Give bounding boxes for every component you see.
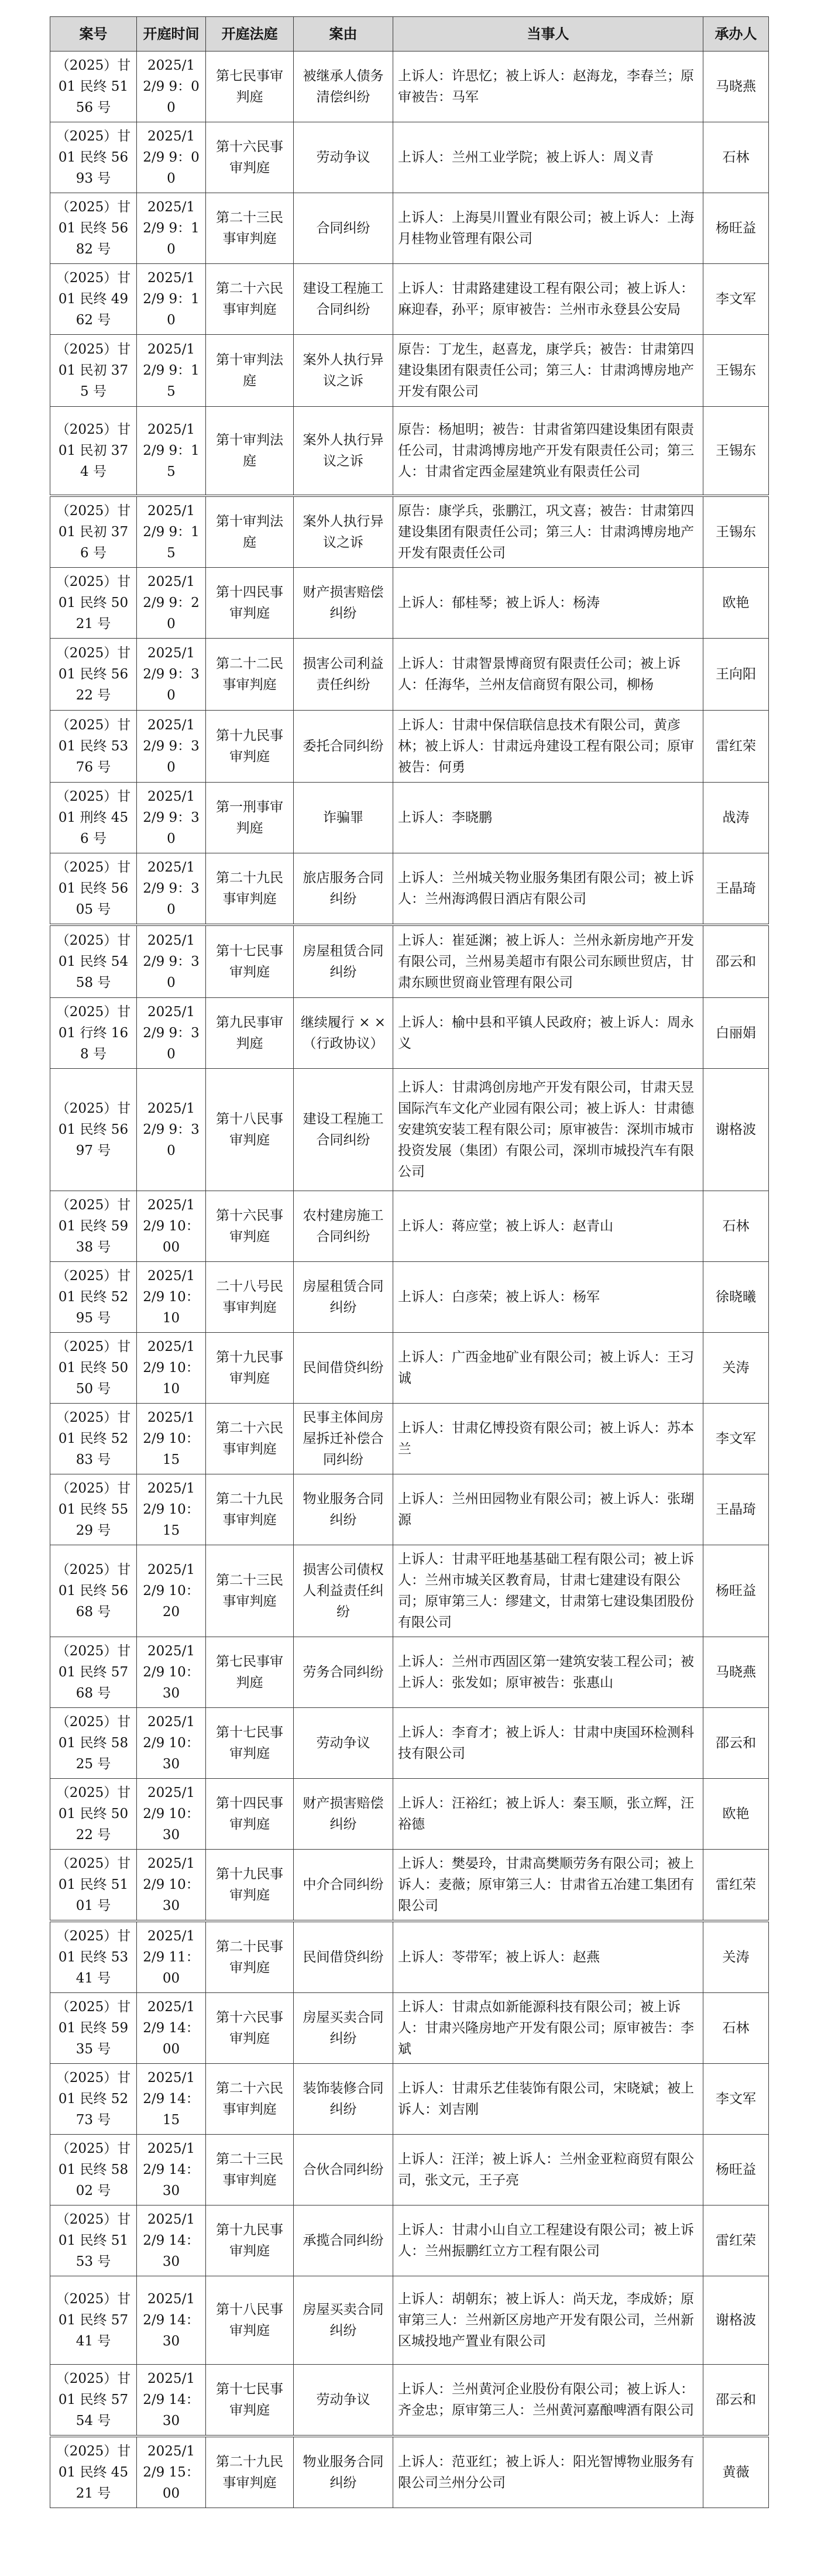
parties: 上诉人：崔延渊；被上诉人：兰州永新房地产开发有限公司，兰州易美超市有限公司东顾世贸店，甘肃东顾世贸商业管理有限公司 xyxy=(393,925,703,998)
judge-name: 杨旺益 xyxy=(703,193,769,264)
case-cause: 承揽合同纠纷 xyxy=(294,2205,393,2276)
case-cause: 被继承人债务清偿纠纷 xyxy=(294,52,393,122)
court-room: 第十七民事审判庭 xyxy=(206,2365,294,2437)
judge-name: 邵云和 xyxy=(703,2365,769,2437)
case-number: （2025）甘 01 民终 4521 号 xyxy=(50,2436,137,2508)
case-number: （2025）甘 01 民终 5697 号 xyxy=(50,1069,137,1191)
case-cause: 劳务合同纠纷 xyxy=(294,1637,393,1708)
case-number: （2025）甘 01 民终 5529 号 xyxy=(50,1474,137,1545)
case-cause: 损害公司利益责任纠纷 xyxy=(294,639,393,711)
judge-name: 石林 xyxy=(703,122,769,193)
hearing-schedule xyxy=(50,16,768,2508)
case-number: （2025）甘 01 民初 376 号 xyxy=(50,496,137,568)
parties: 上诉人：甘肃小山自立工程建设有限公司；被上诉人：兰州振鹏红立方工程有限公司 xyxy=(393,2205,703,2276)
judge-name: 李文军 xyxy=(703,1404,769,1474)
header-parties: 当事人 xyxy=(393,17,703,52)
court-room: 二十八号民事审判庭 xyxy=(206,1262,294,1333)
court-room: 第二十六民事审判庭 xyxy=(206,2064,294,2135)
hearing-time: 2025/12/9 9：30 xyxy=(137,639,206,711)
table-row xyxy=(50,568,769,639)
hearing-time: 2025/12/9 14：30 xyxy=(137,2135,206,2205)
hearing-time: 2025/12/9 9：30 xyxy=(137,925,206,998)
judge-name: 李文军 xyxy=(703,264,769,335)
case-number: （2025）甘 01 民终 5605 号 xyxy=(50,853,137,925)
case-cause: 旅店服务合同纠纷 xyxy=(294,853,393,925)
parties: 上诉人：兰州黄河企业股份有限公司；被上诉人：齐金忠；原审第三人：兰州黄河嘉酿啤酒有限公司 xyxy=(393,2365,703,2437)
hearing-time: 2025/12/9 14：00 xyxy=(137,1993,206,2064)
court-room: 第二十六民事审判庭 xyxy=(206,264,294,335)
hearing-time: 2025/12/9 15：00 xyxy=(137,2436,206,2508)
judge-name: 欧艳 xyxy=(703,1779,769,1850)
court-room: 第二十民事审判庭 xyxy=(206,1921,294,1993)
case-cause: 房屋租赁合同纠纷 xyxy=(294,925,393,998)
parties: 上诉人：甘肃智景博商贸有限责任公司；被上诉人：任海华，兰州友信商贸有限公司，柳杨 xyxy=(393,639,703,711)
table-row xyxy=(50,335,769,407)
judge-name: 杨旺益 xyxy=(703,2135,769,2205)
case-number: （2025）甘 01 民终 4962 号 xyxy=(50,264,137,335)
table-row xyxy=(50,407,769,496)
case-cause: 财产损害赔偿纠纷 xyxy=(294,1779,393,1850)
court-room: 第十四民事审判庭 xyxy=(206,568,294,639)
court-room: 第十审判法庭 xyxy=(206,496,294,568)
hearing-time: 2025/12/9 9：00 xyxy=(137,122,206,193)
case-cause: 装饰装修合同纠纷 xyxy=(294,2064,393,2135)
case-cause: 案外人执行异议之诉 xyxy=(294,407,393,496)
court-room: 第七民事审判庭 xyxy=(206,52,294,122)
parties: 上诉人：胡朝东；被上诉人：尚天龙，李成娇；原审第三人：兰州新区房地产开发有限公司，兰州新区城投地产置业有限公司 xyxy=(393,2276,703,2365)
case-number: （2025）甘 01 刑终 456 号 xyxy=(50,783,137,853)
case-number: （2025）甘 01 民终 5682 号 xyxy=(50,193,137,264)
court-room: 第十八民事审判庭 xyxy=(206,2276,294,2365)
case-number: （2025）甘 01 民终 5021 号 xyxy=(50,568,137,639)
parties: 上诉人：许思忆；被上诉人：赵海龙，李春兰；原审被告：马军 xyxy=(393,52,703,122)
table-row xyxy=(50,193,769,264)
table-row xyxy=(50,853,769,925)
table-row xyxy=(50,2365,769,2437)
case-cause: 劳动争议 xyxy=(294,2365,393,2437)
court-room: 第二十九民事审判庭 xyxy=(206,2436,294,2508)
judge-name: 雷红荣 xyxy=(703,711,769,783)
parties: 上诉人：榆中县和平镇人民政府；被上诉人：周永义 xyxy=(393,998,703,1069)
hearing-time: 2025/12/9 9：30 xyxy=(137,711,206,783)
hearing-time: 2025/12/9 10：00 xyxy=(137,1191,206,1262)
parties: 上诉人：郁桂琴；被上诉人：杨涛 xyxy=(393,568,703,639)
table-row xyxy=(50,1262,769,1333)
court-room: 第一刑事审判庭 xyxy=(206,783,294,853)
case-cause: 民事主体间房屋拆迁补偿合同纠纷 xyxy=(294,1404,393,1474)
parties: 上诉人：兰州市西固区第一建筑安装工程公司；被上诉人：张发如；原审被告：张惠山 xyxy=(393,1637,703,1708)
judge-name: 马晓燕 xyxy=(703,1637,769,1708)
hearing-time: 2025/12/9 10：10 xyxy=(137,1333,206,1404)
hearing-table xyxy=(50,16,769,2508)
table-row xyxy=(50,1333,769,1404)
case-cause: 劳动争议 xyxy=(294,122,393,193)
table-row xyxy=(50,1850,769,1922)
parties: 上诉人：甘肃平旺地基基础工程有限公司；被上诉人：兰州市城关区教育局，甘肃七建建设有限公司；原审第三人：缪建文，甘肃第七建设集团股份有限公司 xyxy=(393,1545,703,1637)
table-row xyxy=(50,1404,769,1474)
court-room: 第十九民事审判庭 xyxy=(206,2205,294,2276)
case-number: （2025）甘 01 民初 375 号 xyxy=(50,335,137,407)
case-cause: 农村建房施工合同纠纷 xyxy=(294,1191,393,1262)
case-number: （2025）甘 01 民终 5376 号 xyxy=(50,711,137,783)
case-number: （2025）甘 01 民终 5153 号 xyxy=(50,2205,137,2276)
judge-name: 王锡东 xyxy=(703,496,769,568)
table-row xyxy=(50,1191,769,1262)
hearing-time: 2025/12/9 9：10 xyxy=(137,264,206,335)
case-number: （2025）甘 01 民终 5273 号 xyxy=(50,2064,137,2135)
case-cause: 案外人执行异议之诉 xyxy=(294,335,393,407)
table-row xyxy=(50,1474,769,1545)
case-number: （2025）甘 01 民终 5802 号 xyxy=(50,2135,137,2205)
case-cause: 房屋买卖合同纠纷 xyxy=(294,1993,393,2064)
table-row xyxy=(50,496,769,568)
case-number: （2025）甘 01 民终 5768 号 xyxy=(50,1637,137,1708)
parties: 上诉人：甘肃中保信联信息技术有限公司，黄彦林；被上诉人：甘肃远舟建设工程有限公司；原审被告：何勇 xyxy=(393,711,703,783)
case-number: （2025）甘 01 民终 5101 号 xyxy=(50,1850,137,1922)
court-room: 第二十九民事审判庭 xyxy=(206,1474,294,1545)
table-row xyxy=(50,711,769,783)
court-room: 第二十六民事审判庭 xyxy=(206,1404,294,1474)
parties: 原告：杨旭明；被告：甘肃省第四建设集团有限责任公司，甘肃鸿博房地产开发有限责任公司；第三人：甘肃省定西金屋建筑业有限责任公司 xyxy=(393,407,703,496)
case-number: （2025）甘 01 民终 5668 号 xyxy=(50,1545,137,1637)
header-cause: 案由 xyxy=(294,17,393,52)
judge-name: 欧艳 xyxy=(703,568,769,639)
parties: 上诉人：兰州工业学院；被上诉人：周义青 xyxy=(393,122,703,193)
case-number: （2025）甘 01 民终 5295 号 xyxy=(50,1262,137,1333)
table-row xyxy=(50,1993,769,2064)
judge-name: 关涛 xyxy=(703,1333,769,1404)
case-number: （2025）甘 01 民终 5935 号 xyxy=(50,1993,137,2064)
court-room: 第七民事审判庭 xyxy=(206,1637,294,1708)
case-number: （2025）甘 01 行终 168 号 xyxy=(50,998,137,1069)
court-room: 第十六民事审判庭 xyxy=(206,1191,294,1262)
judge-name: 战涛 xyxy=(703,783,769,853)
case-cause: 建设工程施工合同纠纷 xyxy=(294,1069,393,1191)
case-cause: 诈骗罪 xyxy=(294,783,393,853)
table-row xyxy=(50,264,769,335)
judge-name: 白丽娟 xyxy=(703,998,769,1069)
court-room: 第九民事审判庭 xyxy=(206,998,294,1069)
court-room: 第十审判法庭 xyxy=(206,335,294,407)
case-cause: 房屋租赁合同纠纷 xyxy=(294,1262,393,1333)
hearing-time: 2025/12/9 10：15 xyxy=(137,1404,206,1474)
court-room: 第十七民事审判庭 xyxy=(206,1708,294,1779)
hearing-time: 2025/12/9 9：30 xyxy=(137,998,206,1069)
case-number: （2025）甘 01 民终 5622 号 xyxy=(50,639,137,711)
hearing-time: 2025/12/9 11：00 xyxy=(137,1921,206,1993)
case-number: （2025）甘 01 民终 5754 号 xyxy=(50,2365,137,2437)
judge-name: 邵云和 xyxy=(703,925,769,998)
court-room: 第十七民事审判庭 xyxy=(206,925,294,998)
case-cause: 案外人执行异议之诉 xyxy=(294,496,393,568)
parties: 原告：康学兵，张鹏江，巩文喜；被告：甘肃第四建设集团有限责任公司；第三人：甘肃鸿博房地产开发有限责任公司 xyxy=(393,496,703,568)
hearing-time: 2025/12/9 14：30 xyxy=(137,2276,206,2365)
header-court: 开庭法庭 xyxy=(206,17,294,52)
judge-name: 王锡东 xyxy=(703,407,769,496)
case-number: （2025）甘 01 民终 5741 号 xyxy=(50,2276,137,2365)
table-row xyxy=(50,1545,769,1637)
case-cause: 委托合同纠纷 xyxy=(294,711,393,783)
case-cause: 物业服务合同纠纷 xyxy=(294,1474,393,1545)
case-cause: 民间借贷纠纷 xyxy=(294,1921,393,1993)
judge-name: 谢格波 xyxy=(703,2276,769,2365)
parties: 上诉人：李晓鹏 xyxy=(393,783,703,853)
hearing-time: 2025/12/9 9：15 xyxy=(137,496,206,568)
court-room: 第十九民事审判庭 xyxy=(206,711,294,783)
header-case-no: 案号 xyxy=(50,17,137,52)
parties: 上诉人：兰州田园物业有限公司；被上诉人：张瑚源 xyxy=(393,1474,703,1545)
judge-name: 王向阳 xyxy=(703,639,769,711)
case-cause: 劳动争议 xyxy=(294,1708,393,1779)
hearing-time: 2025/12/9 9：10 xyxy=(137,193,206,264)
judge-name: 杨旺益 xyxy=(703,1545,769,1637)
hearing-time: 2025/12/9 9：15 xyxy=(137,335,206,407)
table-row xyxy=(50,2064,769,2135)
hearing-time: 2025/12/9 9：30 xyxy=(137,1069,206,1191)
table-row xyxy=(50,2276,769,2365)
parties: 上诉人：兰州城关物业服务集团有限公司；被上诉人：兰州海鸿假日酒店有限公司 xyxy=(393,853,703,925)
court-room: 第十六民事审判庭 xyxy=(206,122,294,193)
table-row xyxy=(50,2205,769,2276)
table-row xyxy=(50,2436,769,2508)
parties: 上诉人：白彦荣；被上诉人：杨军 xyxy=(393,1262,703,1333)
table-row xyxy=(50,1708,769,1779)
table-row xyxy=(50,1637,769,1708)
case-number: （2025）甘 01 民终 5341 号 xyxy=(50,1921,137,1993)
hearing-time: 2025/12/9 9：15 xyxy=(137,407,206,496)
parties: 上诉人：上海昊川置业有限公司；被上诉人：上海月桂物业管理有限公司 xyxy=(393,193,703,264)
judge-name: 石林 xyxy=(703,1191,769,1262)
table-row xyxy=(50,925,769,998)
case-cause: 合同纠纷 xyxy=(294,193,393,264)
parties: 上诉人：汪洋；被上诉人：兰州金亚粒商贸有限公司，张文元，王子亮 xyxy=(393,2135,703,2205)
court-room: 第十六民事审判庭 xyxy=(206,1993,294,2064)
hearing-time: 2025/12/9 14：15 xyxy=(137,2064,206,2135)
judge-name: 石林 xyxy=(703,1993,769,2064)
judge-name: 王锡东 xyxy=(703,335,769,407)
hearing-time: 2025/12/9 10：30 xyxy=(137,1779,206,1850)
case-number: （2025）甘 01 民终 5693 号 xyxy=(50,122,137,193)
hearing-time: 2025/12/9 9：30 xyxy=(137,853,206,925)
judge-name: 徐晓曦 xyxy=(703,1262,769,1333)
case-number: （2025）甘 01 民终 5022 号 xyxy=(50,1779,137,1850)
judge-name: 雷红荣 xyxy=(703,2205,769,2276)
parties: 上诉人：甘肃亿博投资有限公司；被上诉人：苏本兰 xyxy=(393,1404,703,1474)
hearing-time: 2025/12/9 9：20 xyxy=(137,568,206,639)
parties: 原告：丁龙生，赵喜龙，康学兵；被告：甘肃第四建设集团有限责任公司；第三人：甘肃鸿博房地产开发有限公司 xyxy=(393,335,703,407)
court-room: 第二十三民事审判庭 xyxy=(206,2135,294,2205)
hearing-time: 2025/12/9 10：30 xyxy=(137,1708,206,1779)
hearing-time: 2025/12/9 9：00 xyxy=(137,52,206,122)
table-row xyxy=(50,998,769,1069)
judge-name: 李文军 xyxy=(703,2064,769,2135)
parties: 上诉人：苓带军；被上诉人：赵燕 xyxy=(393,1921,703,1993)
case-cause: 民间借贷纠纷 xyxy=(294,1333,393,1404)
hearing-time: 2025/12/9 10：15 xyxy=(137,1474,206,1545)
case-number: （2025）甘 01 民终 5458 号 xyxy=(50,925,137,998)
parties: 上诉人：范亚红；被上诉人：阳光智博物业服务有限公司兰州分公司 xyxy=(393,2436,703,2508)
case-number: （2025）甘 01 民初 374 号 xyxy=(50,407,137,496)
table-row xyxy=(50,122,769,193)
parties: 上诉人：樊晏玲，甘肃高樊顺劳务有限公司；被上诉人：麦薇；原审第三人：甘肃省五冶建工集团有限公司 xyxy=(393,1850,703,1922)
judge-name: 马晓燕 xyxy=(703,52,769,122)
hearing-time: 2025/12/9 10：30 xyxy=(137,1850,206,1922)
case-number: （2025）甘 01 民终 5156 号 xyxy=(50,52,137,122)
hearing-time: 2025/12/9 10：10 xyxy=(137,1262,206,1333)
court-room: 第十九民事审判庭 xyxy=(206,1850,294,1922)
judge-name: 谢格波 xyxy=(703,1069,769,1191)
case-cause: 损害公司债权人利益责任纠纷 xyxy=(294,1545,393,1637)
table-body xyxy=(50,52,769,2508)
table-row xyxy=(50,639,769,711)
header-judge: 承办人 xyxy=(703,17,769,52)
case-number: （2025）甘 01 民终 5825 号 xyxy=(50,1708,137,1779)
table-row xyxy=(50,783,769,853)
case-number: （2025）甘 01 民终 5050 号 xyxy=(50,1333,137,1404)
court-room: 第二十九民事审判庭 xyxy=(206,853,294,925)
header-time: 开庭时间 xyxy=(137,17,206,52)
case-cause: 继续履行 × ×（行政协议） xyxy=(294,998,393,1069)
parties: 上诉人：甘肃路建建设工程有限公司；被上诉人：麻迎春，孙平；原审被告：兰州市永登县公安局 xyxy=(393,264,703,335)
table-row xyxy=(50,52,769,122)
parties: 上诉人：甘肃点如新能源科技有限公司；被上诉人：甘肃兴隆房地产开发有限公司；原审被告：李斌 xyxy=(393,1993,703,2064)
parties: 上诉人：甘肃乐艺佳装饰有限公司，宋晓斌；被上诉人：刘吉刚 xyxy=(393,2064,703,2135)
parties: 上诉人：广西金地矿业有限公司；被上诉人：王习诚 xyxy=(393,1333,703,1404)
judge-name: 王晶琦 xyxy=(703,853,769,925)
judge-name: 雷红荣 xyxy=(703,1850,769,1922)
court-room: 第十四民事审判庭 xyxy=(206,1779,294,1850)
case-number: （2025）甘 01 民终 5938 号 xyxy=(50,1191,137,1262)
hearing-time: 2025/12/9 10：20 xyxy=(137,1545,206,1637)
parties: 上诉人：李育才；被上诉人：甘肃中庚国环检测科技有限公司 xyxy=(393,1708,703,1779)
hearing-time: 2025/12/9 14：30 xyxy=(137,2365,206,2437)
court-room: 第十审判法庭 xyxy=(206,407,294,496)
case-cause: 合伙合同纠纷 xyxy=(294,2135,393,2205)
hearing-time: 2025/12/9 9：30 xyxy=(137,783,206,853)
court-room: 第十八民事审判庭 xyxy=(206,1069,294,1191)
hearing-time: 2025/12/9 10：30 xyxy=(137,1637,206,1708)
parties: 上诉人：汪裕红；被上诉人：秦玉顺，张立辉，汪裕德 xyxy=(393,1779,703,1850)
court-room: 第十九民事审判庭 xyxy=(206,1333,294,1404)
table-row xyxy=(50,1779,769,1850)
court-room: 第二十三民事审判庭 xyxy=(206,193,294,264)
judge-name: 王晶琦 xyxy=(703,1474,769,1545)
header-row xyxy=(50,17,769,52)
table-row xyxy=(50,1069,769,1191)
judge-name: 黄薇 xyxy=(703,2436,769,2508)
judge-name: 关涛 xyxy=(703,1921,769,1993)
judge-name: 邵云和 xyxy=(703,1708,769,1779)
case-number: （2025）甘 01 民终 5283 号 xyxy=(50,1404,137,1474)
case-cause: 房屋买卖合同纠纷 xyxy=(294,2276,393,2365)
case-cause: 中介合同纠纷 xyxy=(294,1850,393,1922)
case-cause: 物业服务合同纠纷 xyxy=(294,2436,393,2508)
court-room: 第二十二民事审判庭 xyxy=(206,639,294,711)
hearing-time: 2025/12/9 14：30 xyxy=(137,2205,206,2276)
case-cause: 建设工程施工合同纠纷 xyxy=(294,264,393,335)
table-row xyxy=(50,2135,769,2205)
parties: 上诉人：甘肃鸿创房地产开发有限公司，甘肃天昱国际汽车文化产业园有限公司；被上诉人：甘肃德安建筑安装工程有限公司；原审被告：深圳市城市投资发展（集团）有限公司，深圳市城投汽车有限公司 xyxy=(393,1069,703,1191)
case-cause: 财产损害赔偿纠纷 xyxy=(294,568,393,639)
court-room: 第二十三民事审判庭 xyxy=(206,1545,294,1637)
table-row xyxy=(50,1921,769,1993)
parties: 上诉人：蒋应堂；被上诉人：赵青山 xyxy=(393,1191,703,1262)
